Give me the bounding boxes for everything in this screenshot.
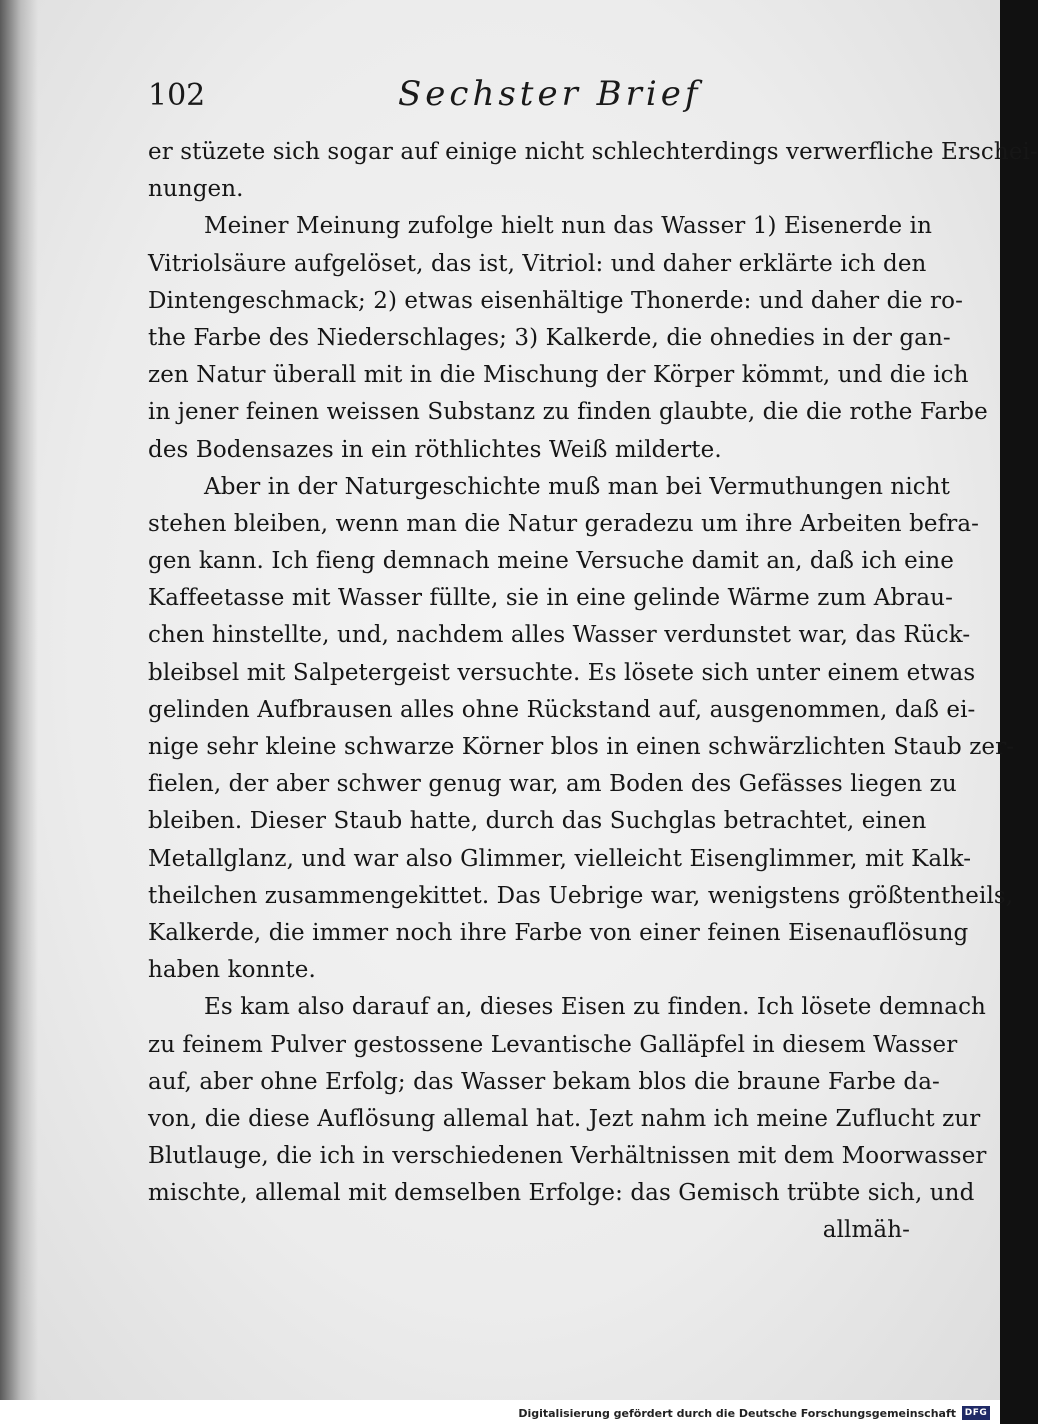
text-line: Es kam also darauf an, dieses Eisen zu finden. Ich lösete demnach [204, 994, 986, 1021]
text-line: mischte, allemal mit demselben Erfolge: das Gemisch trübte sich, und [148, 1180, 975, 1207]
text-line: des Bodensazes in ein röthlichtes Weiß milderte. [148, 436, 722, 463]
text-line: gen kann. Ich fieng demnach meine Versuche damit an, daß ich eine [148, 548, 954, 575]
text-line: chen hinstellte, und, nachdem alles Wasser verdunstet war, das Rück- [148, 622, 971, 649]
text-line: Blutlauge, die ich in verschiedenen Verhältnissen mit dem Moorwasser [148, 1143, 987, 1170]
text-line: nige sehr kleine schwarze Körner blos in einen schwärzlichten Staub zer- [148, 734, 1015, 760]
text-line: bleiben. Dieser Staub hatte, durch das Suchglas betrachtet, einen [148, 808, 927, 835]
text-line: stehen bleiben, wenn man die Natur geradezu um ihre Arbeiten befra- [148, 510, 980, 537]
text-line: von, die diese Auflösung allemal hat. Jezt nahm ich meine Zuflucht zur [148, 1105, 981, 1132]
text-line: Metallglanz, und war also Glimmer, vielleicht Eisenglimmer, mit Kalk- [148, 845, 972, 872]
text-line: Meiner Meinung zufolge hielt nun das Wasser 1) Eisenerde in [204, 213, 933, 240]
text-line: Vitriolsäure aufgelöset, das ist, Vitriol: und daher erklärte ich den [148, 250, 927, 277]
catchword: allmäh- [822, 1217, 910, 1244]
text-line: Kalkerde, die immer noch ihre Farbe von einer feinen Eisenauflösung [148, 919, 969, 946]
gutter-shadow [0, 0, 38, 1424]
text-line: the Farbe des Niederschlages; 3) Kalkerde, die ohnedies in der gan- [148, 324, 951, 351]
text-line: in jener feinen weissen Substanz zu finden glaubte, die die rothe Farbe [148, 399, 988, 426]
page-number: 102 [148, 78, 206, 113]
text-line: haben konnte. [148, 957, 316, 984]
text-line: Dintengeschmack; 2) etwas eisenhältige Thonerde: und daher die ro- [148, 287, 963, 314]
dfg-logo: DFG [962, 1406, 990, 1420]
digitization-credit: Digitalisierung gefördert durch die Deutsche Forschungsgemeinschaft [518, 1407, 956, 1420]
text-line: Aber in der Naturgeschichte muß man bei Vermuthungen nicht [204, 473, 951, 500]
text-line: zu feinem Pulver gestossene Levantische Galläpfel in diesem Wasser [148, 1031, 958, 1058]
text-line: fielen, der aber schwer genug war, am Boden des Gefässes liegen zu [148, 771, 957, 798]
body-text [148, 134, 1038, 1250]
page-header [148, 74, 908, 124]
text-line: Kaffeetasse mit Wasser füllte, sie in eine gelinde Wärme zum Abrau- [148, 585, 953, 612]
text-line: auf, aber ohne Erfolg; das Wasser bekam blos die braune Farbe da- [148, 1068, 940, 1095]
text-line: gelinden Aufbrausen alles ohne Rückstand auf, ausgenommen, daß ei- [148, 696, 976, 723]
text-line: zen Natur überall mit in die Mischung der Körper kömmt, und die ich [148, 362, 969, 389]
running-head: Sechster Brief [398, 74, 702, 114]
text-line: bleibsel mit Salpetergeist versuchte. Es lösete sich unter einem etwas [148, 659, 976, 686]
text-line: nungen. [148, 176, 244, 203]
text-line: theilchen zusammengekittet. Das Uebrige war, wenigstens größtentheils, [148, 882, 1014, 909]
text-line: er stüzete sich sogar auf einige nicht schlechterdings verwerfliche Erschei- [148, 139, 1038, 165]
footer-strip [0, 1400, 1000, 1424]
